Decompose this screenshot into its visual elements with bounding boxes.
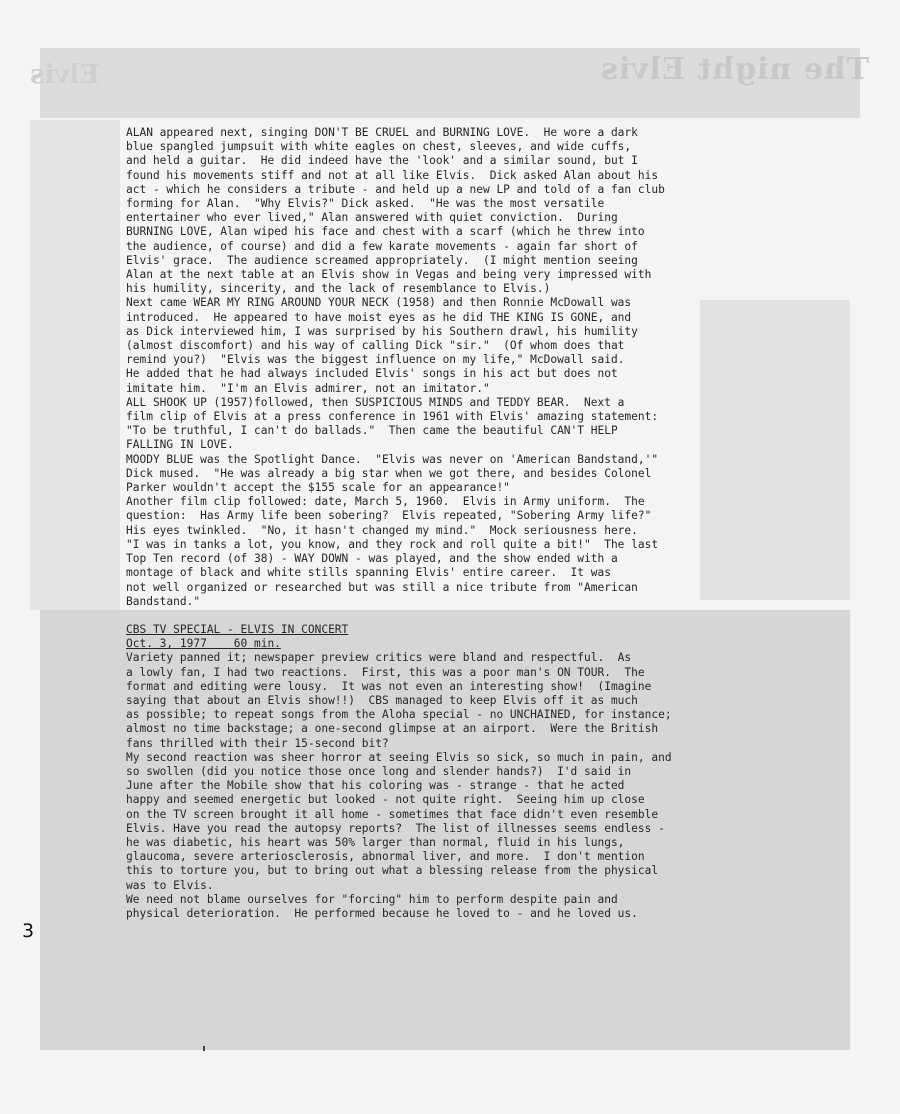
paragraph-army-clip: Another film clip followed: date, March 5, 1960. Elvis in Army uniform. The question: Has Army life been sobering? Elvis repeated, "Sobering Army life?" His eyes twinkled. "No, it hasn't changed my mind." Mock seriousness here. "I was in tanks a lot, you know, and they rock and roll quite a bit!" The last Top Ten record (of 38) - WAY DOWN - was played, and the show ended with a montage of black and white stills spanning Elvis' entire career. It was not well organized or researched but was still a nice tribute from "American Bandstand."	[126, 495, 659, 608]
show-through-title-left: Elvis	[30, 60, 100, 90]
paragraph-closing: We need not blame ourselves for "forcing" him to perform despite pain and physical deterioration. He performed because he loved to - and he loved us.	[126, 892, 638, 920]
paragraph-mcdowall: Next came WEAR MY RING AROUND YOUR NECK (1958) and then Ronnie McDowall was introduced. He appeared to have moist eyes as he did THE KING IS GONE, and as Dick interviewed him, I was surprised by his Southern drawl, his humility (almost discomfort) and his way of calling Dick "sir." (Of whom does that remind you?) "Elvis was the biggest influence on my life," McDowall said. He added that he had always included Elvis' songs in his act but does not imitate him. "I'm an Elvis admirer, not an imitator."	[126, 296, 638, 395]
show-through-shade-left	[30, 120, 120, 610]
show-through-title: The night Elvis	[600, 52, 869, 87]
section-spacer	[126, 609, 726, 623]
paragraph-variety: Variety panned it; newspaper preview critics were bland and respectful. As a lowly fan, I had two reactions. First, this was a poor man's ON TOUR. The format and editing were lousy. It was not even an interesting show! (Imagine saying that about an Elvis show!!) CBS managed to keep Elvis off it as much as possible; to repeat songs from the Aloha special - no UNCHAINED, for instance; almost no time backstage; a one-second glimpse at an airport. Were the British fans thrilled with their 15-second bit?	[126, 651, 672, 750]
stray-mark	[203, 1046, 205, 1051]
section-heading: CBS TV SPECIAL - ELVIS IN CONCERT	[126, 622, 349, 636]
section-date-line: Oct. 3, 1977 60 min.	[126, 637, 281, 651]
paragraph-moody-blue: MOODY BLUE was the Spotlight Dance. "Elvis was never on 'American Bandstand,'" Dick mused. "He was already a big star when we got there, and besides Colonel Parker wouldn't accept the $155 scale for an appearance!"	[126, 452, 659, 495]
paragraph-all-shook-up: ALL SHOOK UP (1957)followed, then SUSPICIOUS MINDS and TEDDY BEAR. Next a film clip of Elvis at a press conference in 1961 with Elvis' amazing statement: "To be truthful, I can't do ballads." Then came the beautiful CAN'T HELP FALLING IN LOVE.	[126, 395, 659, 452]
paragraph-alan: ALAN appeared next, singing DON'T BE CRUEL and BURNING LOVE. He wore a dark blue spangled jumpsuit with white eagles on chest, sleeves, and wide cuffs, and held a guitar. He did indeed have the 'look' and a similar sound, but I found his movements stiff and not at all like Elvis. Dick asked Alan about his act - which he considers a tribute - and held up a new LP and told of a fan club forming for Alan. "Why Elvis?" Dick asked. "He was the most versatile entertainer who ever lived," Alan answered with quiet conviction. During BURNING LOVE, Alan wiped his face and chest with a scarf (which he threw into the audience, of course) and did a few karate movements - again far short of Elvis' grace. The audience screamed appropriately. (I might mention seeing Alan at the next table at an Elvis show in Vegas and being very impressed with his humility, sincerity, and the lack of resemblance to Elvis.)	[126, 126, 665, 296]
typed-article	[126, 126, 726, 921]
paragraph-second-reaction: My second reaction was sheer horror at seeing Elvis so sick, so much in pain, and so swollen (did you notice those once long and slender hands?) I'd said in June after the Mobile show that his coloring was - strange - that he acted happy and seemed energetic but looked - not quite right. Seeing him up close on the TV screen brought it all home - sometimes that face didn't even resemble Elvis. Have you read the autopsy reports? The list of illnesses seems endless - he was diabetic, his heart was 50% larger than normal, fluid in his lungs, glaucoma, severe arteriosclerosis, abnormal liver, and more. I don't mention this to torture you, but to bring out what a blessing release from the physical was to Elvis.	[126, 750, 672, 892]
page-number: 3	[22, 920, 35, 942]
